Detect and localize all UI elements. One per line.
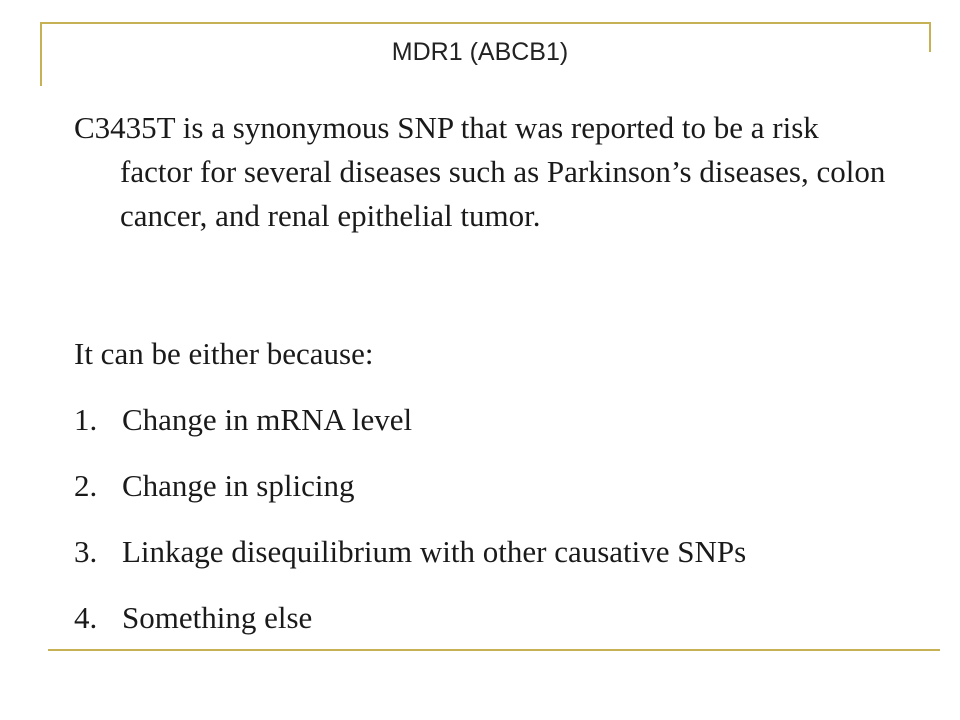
list-item (74, 398, 746, 464)
list-item (74, 596, 746, 662)
list-item-text: Linkage disequilibrium with other causative SNPs (122, 534, 747, 569)
list-item-text: Change in mRNA level (122, 402, 413, 437)
slide-title: MDR1 (ABCB1) (391, 38, 569, 66)
list-lead-text: It can be either because: (74, 336, 374, 371)
list-item (74, 530, 746, 596)
list-item-text: Change in splicing (122, 468, 355, 503)
bottom-border-rule (48, 649, 940, 651)
list-item-number: 1. (74, 402, 98, 437)
list-item (74, 464, 746, 530)
list-item-number: 2. (74, 468, 98, 503)
list-item-number: 4. (74, 600, 98, 635)
list-item-number: 3. (74, 534, 98, 569)
list-item-text: Something else (122, 600, 313, 635)
reasons-list (74, 398, 746, 662)
top-border-rule (40, 22, 931, 24)
intro-paragraph: C3435T is a synonymous SNP that was reported to be a risk factor for several diseases such as Parkinson’s diseases, colon cancer, and renal epithelial tumor. (74, 110, 886, 233)
